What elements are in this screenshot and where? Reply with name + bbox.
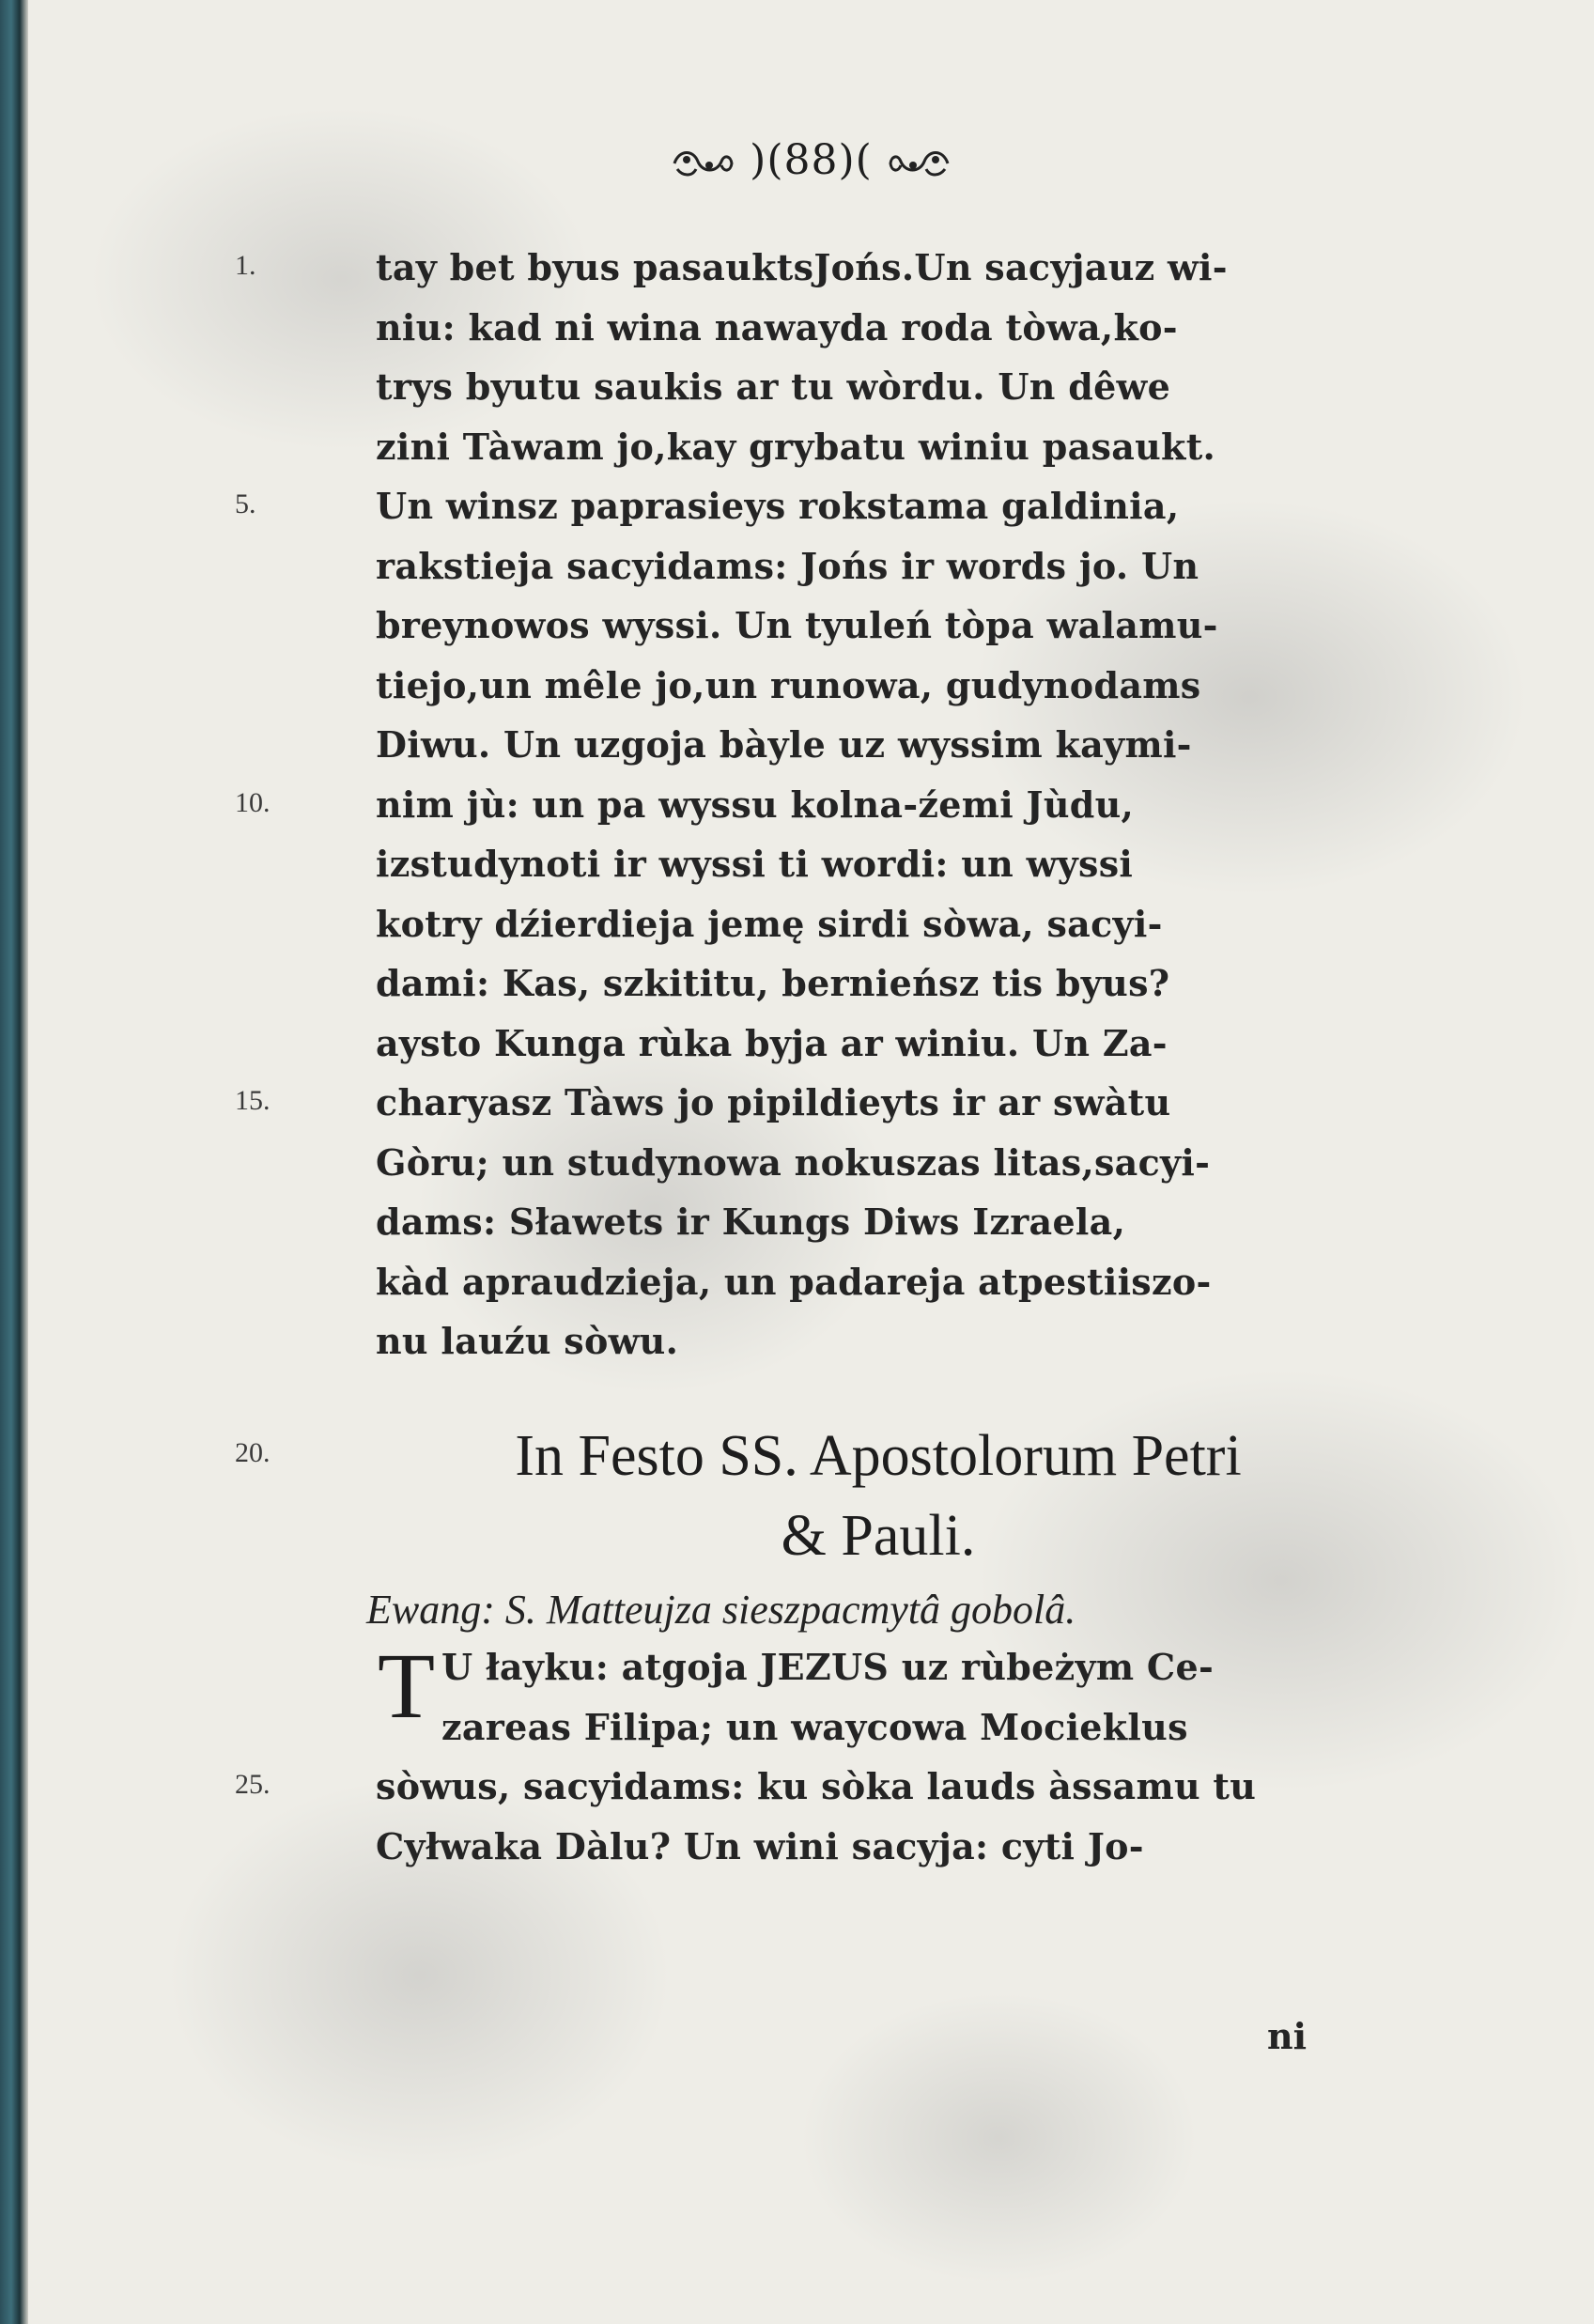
book-spine-edge [0,0,28,2324]
book-page [28,0,1594,2324]
gospel-title: Ewang: S. Matteujza sieszpacmytâ gobolâ. [366,1587,1076,1633]
text-line: dami: Kas, szkititu, bernieńsz tis byus? [376,962,1170,1004]
text-line: tiejo,un mêle jo,un runowa, gudynodams [376,664,1201,706]
text-line: trys byutu saukis ar tu wòrdu. Un dêwe [376,365,1171,408]
right-ornament-icon [887,145,952,182]
line-number: 15. [235,1085,271,1116]
feast-heading-line1: In Festo SS. Apostolorum Petri [515,1424,1242,1488]
text-line: niu: kad ni wina nawayda roda tòwa,ko- [376,306,1178,349]
gospel-text-line: sòwus, sacyidams: ku sòka lauds àssamu tu [376,1765,1257,1807]
text-line: kàd apraudzieja, un padareja atpestiiszo- [376,1261,1212,1303]
text-line: Gòru; un studynowa nokuszas litas,sacyi- [376,1141,1211,1184]
text-line: aysto Kunga rùka byja ar winiu. Un Za- [376,1022,1168,1064]
gospel-text-line: U łayku: atgoja JEZUS uz rùbeżym Ce- [441,1646,1215,1688]
text-line: Diwu. Un uzgoja bàyle uz wyssim kaymi- [376,723,1192,766]
gospel-text-line: Cyłwaka Dàlu? Un wini sacyja: cyti Jo- [376,1825,1144,1867]
line-number: 25. [235,1769,271,1800]
text-line: charyasz Tàws jo pipildieyts ir ar swàtu [376,1081,1171,1123]
feast-heading-line2: & Pauli. [781,1504,976,1568]
catchword: ni [1266,2015,1308,2057]
text-line: tay bet byus pasauktsJońs.Un sacyjauz wi- [376,246,1228,288]
left-bracket: )( [750,136,784,184]
text-line: Un winsz paprasieys rokstama galdinia, [376,485,1180,527]
text-line: rakstieja sacyidams: Jońs ir words jo. Un [376,545,1199,587]
line-number-20: 20. [235,1437,271,1468]
line-number: 5. [235,488,256,519]
right-bracket: )( [838,136,873,184]
drop-cap: T [378,1634,436,1738]
text-line: zini Tàwam jo,kay grybatu winiu pasaukt. [376,426,1216,468]
page-number: 88 [783,136,839,184]
line-number: 10. [235,787,271,818]
running-head [28,136,1594,184]
gospel-text-line: zareas Filipa; un waycowa Mocieklus [441,1706,1188,1748]
text-line: dams: Sławets ir Kungs Diws Izraela, [376,1201,1126,1243]
left-ornament-icon [670,145,735,182]
line-number: 1. [235,250,256,281]
text-line: breynowos wyssi. Un tyuleń tòpa walamu- [376,604,1218,646]
text-line: nim jù: un pa wyssu kolna-źemi Jùdu, [376,783,1135,826]
text-line: izstudynoti ir wyssi ti wordi: un wyssi [376,843,1134,885]
text-line: kotry dźierdieja jemę sirdi sòwa, sacyi- [376,903,1163,945]
text-line: nu lauźu sòwu. [376,1320,679,1362]
